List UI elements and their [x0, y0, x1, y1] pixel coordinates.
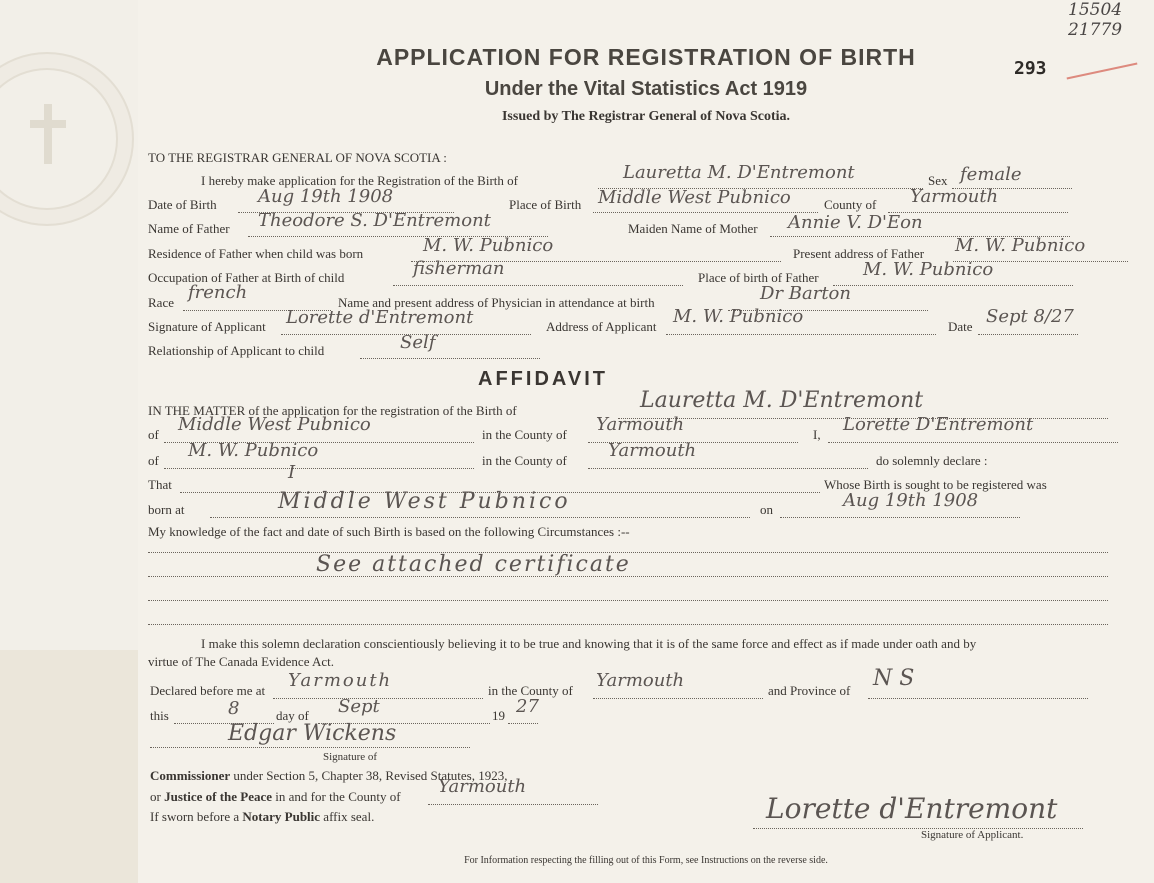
applicant-address-value: M. W. Pubnico — [673, 306, 804, 327]
corner-number-2: 21779 — [1068, 20, 1123, 40]
addressee-line: TO THE REGISTRAR GENERAL OF NOVA SCOTIA : — [148, 150, 447, 165]
on-value: Aug 19th 1908 — [843, 490, 979, 511]
matter-name-value: Lauretta M. D'Entremont — [640, 388, 924, 413]
father-birthplace-value: M. W. Pubnico — [863, 259, 994, 280]
place-of-birth-value: Middle West Pubnico — [598, 187, 791, 208]
commissioner-term: Commissioner — [150, 768, 231, 783]
declared-at-label: Declared before me at — [150, 683, 266, 698]
page-subtitle: Under the Vital Statistics Act 1919 — [484, 78, 808, 100]
that-value: I — [288, 462, 296, 483]
in-county-label: in the County of — [482, 427, 567, 442]
deponent-value: Lorette D'Entremont — [843, 414, 1034, 435]
notary-line — [150, 809, 374, 825]
year-prefix: 19 — [492, 708, 505, 723]
date-value: Sept 8/27 — [986, 306, 1074, 327]
occupation-value: fisherman — [413, 258, 505, 279]
jp-term: Justice of the Peace — [164, 789, 273, 804]
physician-label: Name and present address of Physician in attendance at birth — [338, 295, 655, 310]
place-of-birth-label: Place of Birth — [509, 197, 582, 212]
present-address-label: Present address of Father — [793, 246, 925, 261]
embossed-seal — [0, 52, 134, 226]
month-value: Sept — [338, 696, 380, 717]
corner-numbers — [1068, 0, 1122, 40]
that-label: That — [148, 477, 172, 492]
jp-rest: in and for the County of — [275, 789, 401, 804]
sex-label: Sex — [928, 173, 948, 188]
this-label: this — [150, 708, 169, 723]
province-label: and Province of — [768, 683, 851, 698]
jp-county-value: Yarmouth — [438, 776, 527, 797]
date-label: Date — [948, 319, 973, 334]
physician-value: Dr Barton — [760, 283, 851, 304]
i-label: I, — [813, 427, 821, 442]
born-at-label: born at — [148, 502, 185, 517]
race-label: Race — [148, 295, 174, 310]
declared-county-value: Yarmouth — [596, 670, 685, 691]
solemnly-declare: do solemnly declare : — [876, 453, 988, 468]
on-label: on — [760, 502, 773, 517]
applicant-address-label: Address of Applicant — [546, 319, 657, 334]
notary-pre: If sworn before a — [150, 809, 240, 824]
footer-note: For Information respecting the filling out of this Form, see Instructions on the reverse side. — [464, 855, 828, 866]
page-title: APPLICATION FOR REGISTRATION OF BIRTH — [376, 44, 916, 70]
jp-line — [150, 789, 401, 805]
father-birthplace-label: Place of birth of Father — [698, 270, 819, 285]
knowledge-label: My knowledge of the fact and date of such Birth is based on the following Circumstances :-- — [148, 524, 630, 539]
birth-registration-form — [138, 0, 1154, 883]
affidavit-heading: AFFIDAVIT — [478, 368, 608, 390]
of-value: Middle West Pubnico — [178, 414, 371, 435]
day-value: 8 — [228, 698, 240, 719]
mother-label: Maiden Name of Mother — [628, 221, 758, 236]
father-value: Theodore S. D'Entremont — [258, 210, 491, 231]
day-of-label: day of — [276, 708, 309, 723]
intro-label: I hereby make application for the Registration of the Birth of — [201, 173, 518, 188]
in-county2-value: Yarmouth — [608, 440, 697, 461]
year-value: 27 — [516, 696, 539, 717]
jp-or: or — [150, 789, 161, 804]
notary-term: Notary Public — [242, 809, 321, 824]
county-label: County of — [824, 197, 877, 212]
in-county-value: Yarmouth — [596, 414, 685, 435]
residence-value: M. W. Pubnico — [423, 235, 554, 256]
commissioner-signature: Edgar Wickens — [228, 721, 397, 746]
applicant-signature-caption: Signature of Applicant. — [921, 829, 1024, 841]
relationship-label: Relationship of Applicant to child — [148, 343, 325, 358]
of-label: of — [148, 427, 159, 442]
residence-label: Residence of Father when child was born — [148, 246, 364, 261]
declared-at-value: Yarmouth — [288, 670, 393, 691]
of2-value: M. W. Pubnico — [188, 440, 319, 461]
declaration-line-1: I make this solemn declaration conscientiously believing it to be true and knowing that it is of the same force and effect as if made under oath and by — [201, 636, 977, 651]
signature-of-label: Signature of — [323, 751, 378, 763]
dob-value: Aug 19th 1908 — [258, 186, 394, 207]
present-address-value: M. W. Pubnico — [955, 235, 1086, 256]
notary-post: affix seal. — [323, 809, 375, 824]
commissioner-rest: under Section 5, Chapter 38, Revised Statutes, 1923, — [233, 768, 508, 783]
issued-by: Issued by The Registrar General of Nova Scotia. — [501, 109, 791, 124]
applicant-signature-label: Signature of Applicant — [148, 319, 266, 334]
corner-number-1: 15504 — [1068, 0, 1123, 20]
applicant-signature-value: Lorette d'Entremont — [286, 307, 474, 328]
form-number: 293 — [1014, 58, 1047, 79]
father-label: Name of Father — [148, 221, 230, 236]
child-name-value: Lauretta M. D'Entremont — [623, 162, 855, 183]
province-value: N S — [873, 666, 915, 691]
county-value: Yarmouth — [910, 186, 999, 207]
in-county2-label: in the County of — [482, 453, 567, 468]
circumstances-value: See attached certificate — [316, 552, 631, 577]
declaration-line-2: virtue of The Canada Evidence Act. — [148, 654, 335, 669]
applicant-signature: Lorette d'Entremont — [766, 792, 1058, 825]
dob-label: Date of Birth — [148, 197, 217, 212]
whose-birth-label: Whose Birth is sought to be registered was — [824, 477, 1047, 492]
race-value: french — [188, 282, 248, 303]
sex-value: female — [960, 164, 1022, 185]
born-at-value: Middle West Pubnico — [278, 489, 571, 514]
matter-label: IN THE MATTER of the application for the registration of the Birth of — [148, 403, 517, 418]
relationship-value: Self — [400, 332, 436, 353]
cross-icon — [30, 104, 66, 164]
declared-county-label: in the County of — [488, 683, 573, 698]
of2-label: of — [148, 453, 159, 468]
underlying-sheet — [0, 0, 151, 650]
occupation-label: Occupation of Father at Birth of child — [148, 270, 345, 285]
mother-value: Annie V. D'Eon — [788, 212, 923, 233]
